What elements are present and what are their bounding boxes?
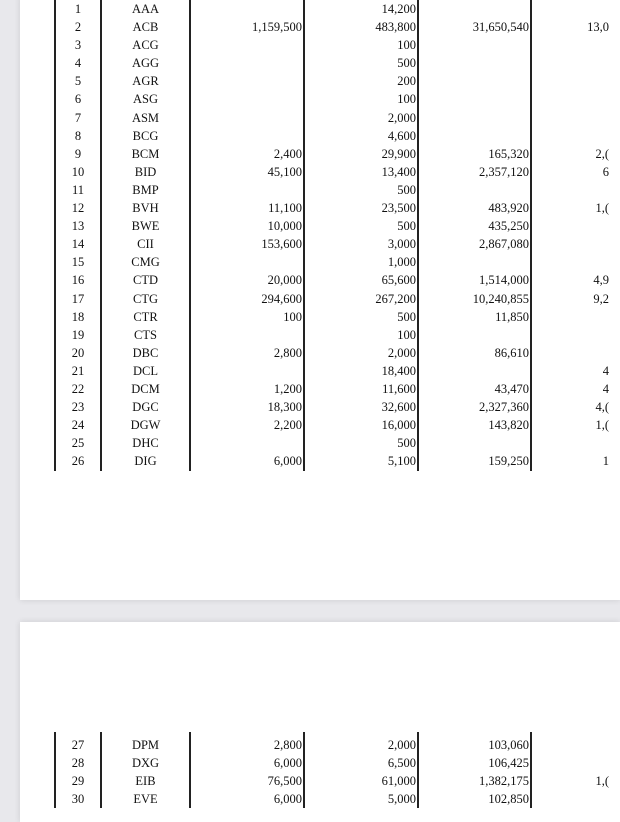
value-col-2: 267,200 [375,291,416,306]
value-col-1: 100 [283,309,302,324]
value-col-1 [190,54,304,72]
value-col-3: 483,920 [488,201,529,216]
value-col-2: 200 [397,74,416,89]
stock-code: EVE [133,792,158,807]
value-col-2: 1,000 [387,255,416,270]
row-number: 1 [74,2,82,16]
value-col-2: 4,600 [387,128,416,143]
value-col-4 [531,72,611,90]
stock-code: BCG [132,128,159,143]
column-divider [530,732,532,808]
value-col-3 [418,127,531,145]
value-col-3 [418,326,531,344]
value-col-3: 1,382,175 [479,774,529,789]
value-col-3: 31,650,540 [472,20,529,35]
value-col-1: 2,200 [273,418,302,433]
row-number: 29 [71,774,85,789]
value-col-4: 1,( [595,418,609,433]
row-number: 6 [74,92,82,107]
row-number: 27 [71,738,85,752]
row-number: 7 [74,110,82,125]
value-col-2: 29,900 [381,146,416,161]
value-col-2: 100 [397,92,416,107]
stock-code: DPM [131,738,160,752]
document-page-2 [20,622,620,822]
value-col-3 [418,434,531,452]
document-page-1 [20,0,620,600]
value-col-2: 3,000 [387,237,416,252]
value-col-1 [190,362,304,380]
value-col-2: 23,500 [381,201,416,216]
column-divider [303,0,305,471]
column-divider [303,732,305,808]
row-number: 9 [74,146,82,161]
value-col-4 [531,790,611,808]
value-col-2: 65,600 [381,273,416,288]
stock-code: BVH [132,201,159,216]
stock-code: AGG [131,56,160,71]
stock-code: BCM [131,146,160,161]
value-col-4 [531,0,611,18]
row-number: 8 [74,128,82,143]
value-col-1: 2,800 [273,345,302,360]
stock-code: DIG [134,454,157,469]
value-col-1 [190,253,304,271]
value-col-3 [418,90,531,108]
row-number: 21 [71,363,85,378]
value-col-3: 165,320 [488,146,529,161]
value-col-2: 2,000 [387,738,416,752]
value-col-2: 14,200 [381,2,416,16]
row-number: 20 [71,345,85,360]
value-col-3: 10,240,855 [472,291,529,306]
value-col-4 [531,181,611,199]
value-col-2: 18,400 [381,363,416,378]
value-col-1: 153,600 [261,237,302,252]
value-col-4: 1 [602,454,609,469]
value-col-4: 4,9 [593,273,609,288]
row-number: 13 [71,219,85,234]
value-col-3 [418,362,531,380]
row-number: 25 [71,436,85,451]
value-col-2: 32,600 [381,400,416,415]
value-col-3: 43,470 [494,381,529,396]
value-col-1: 6,000 [273,454,302,469]
value-col-2: 500 [397,219,416,234]
stock-code: AAA [131,2,160,16]
value-col-1 [190,72,304,90]
value-col-3 [418,54,531,72]
row-number: 30 [71,792,85,807]
value-col-2: 5,100 [387,454,416,469]
value-col-2: 11,600 [382,381,416,396]
value-col-1: 11,100 [268,201,302,216]
row-number: 3 [74,38,82,53]
value-col-4 [531,217,611,235]
value-col-4 [531,736,611,754]
stock-code: CTS [134,327,157,342]
row-number: 28 [71,756,85,771]
stock-code: CTR [133,309,158,324]
value-col-4: 4 [602,363,609,378]
value-col-1: 294,600 [261,291,302,306]
value-col-1: 20,000 [267,273,302,288]
stock-code: DGW [130,418,161,433]
stock-code: CII [137,237,154,252]
column-divider [54,732,56,808]
row-number: 23 [71,400,85,415]
row-number: 2 [74,20,82,35]
value-col-2: 100 [397,38,416,53]
row-number: 18 [71,309,85,324]
column-divider [417,0,419,471]
stock-code: DBC [132,345,159,360]
stock-code: ACB [132,20,159,35]
value-col-3: 435,250 [488,219,529,234]
value-col-3 [418,36,531,54]
value-col-4 [531,754,611,772]
column-divider [530,0,532,471]
value-col-4: 4 [602,381,609,396]
row-number: 26 [71,454,85,469]
value-col-3: 1,514,000 [479,273,529,288]
value-col-3 [418,72,531,90]
column-divider [100,732,102,808]
value-col-4: 1,( [595,774,609,789]
value-col-2: 2,000 [387,345,416,360]
value-col-2: 500 [397,56,416,71]
row-number: 10 [71,164,85,179]
value-col-3: 143,820 [488,418,529,433]
row-number: 11 [71,182,85,197]
row-number: 16 [71,273,85,288]
value-col-1: 6,000 [273,756,302,771]
value-col-2: 13,400 [381,164,416,179]
value-col-2: 2,000 [387,110,416,125]
value-col-1: 1,159,500 [252,20,302,35]
value-col-4: 1,( [595,201,609,216]
column-divider [54,0,56,471]
value-col-2: 100 [397,327,416,342]
value-col-4 [531,54,611,72]
value-col-1: 2,800 [273,738,302,752]
value-col-4 [531,235,611,253]
value-col-1 [190,326,304,344]
column-divider [417,732,419,808]
value-col-3: 159,250 [488,454,529,469]
value-col-2: 483,800 [375,20,416,35]
value-col-3: 11,850 [495,309,529,324]
value-col-1: 2,400 [273,146,302,161]
row-number: 12 [71,201,85,216]
column-divider [100,0,102,471]
value-col-4 [531,434,611,452]
value-col-1 [190,90,304,108]
value-col-2: 6,500 [387,756,416,771]
value-col-4: 2,( [595,146,609,161]
value-col-1 [190,434,304,452]
stock-code: CTD [133,273,158,288]
value-col-3: 102,850 [488,792,529,807]
value-col-2: 500 [397,182,416,197]
stock-code: BWE [131,219,160,234]
stock-code: CMG [131,255,160,270]
value-col-1 [190,36,304,54]
stock-code: BMP [132,182,159,197]
value-col-3 [418,0,531,18]
stock-code: ASM [131,110,160,125]
stock-code: EIB [135,774,156,789]
row-number: 14 [71,237,85,252]
value-col-4 [531,326,611,344]
value-col-4: 13,0 [587,20,609,35]
row-number: 24 [71,418,85,433]
value-col-1: 10,000 [267,219,302,234]
stock-code: ASG [132,92,158,107]
value-col-3: 2,867,080 [479,237,529,252]
value-col-4: 4,( [595,400,609,415]
value-col-3 [418,253,531,271]
value-col-3 [418,109,531,127]
value-col-1 [190,0,304,18]
value-col-4: 9,2 [593,291,609,306]
row-number: 19 [71,327,85,342]
stock-code: DCL [133,363,158,378]
value-col-1: 45,100 [267,164,302,179]
value-col-4 [531,344,611,362]
column-divider [189,0,191,471]
stock-code: DHC [132,436,159,451]
value-col-4 [531,308,611,326]
value-col-3: 2,357,120 [479,164,529,179]
value-col-1 [190,127,304,145]
value-col-2: 500 [397,309,416,324]
value-col-4 [531,90,611,108]
value-col-2: 500 [397,436,416,451]
row-number: 22 [71,381,85,396]
value-col-2: 5,000 [387,792,416,807]
value-col-3: 86,610 [494,345,529,360]
value-col-4 [531,36,611,54]
value-col-1 [190,109,304,127]
row-number: 17 [71,291,85,306]
stock-code: DGC [132,400,159,415]
value-col-1: 76,500 [267,774,302,789]
value-col-1: 18,300 [267,400,302,415]
row-number: 15 [71,255,85,270]
value-col-1: 6,000 [273,792,302,807]
stock-code: CTG [133,291,158,306]
row-number: 5 [74,74,82,89]
stock-code: AGR [132,74,159,89]
column-divider [189,732,191,808]
stock-code: ACG [132,38,159,53]
stock-code: DCM [131,381,160,396]
value-col-1 [190,181,304,199]
stock-code: DXG [131,756,160,771]
stock-code: BID [134,164,157,179]
value-col-1: 1,200 [273,381,302,396]
value-col-2: 61,000 [381,774,416,789]
value-col-3 [418,181,531,199]
value-col-3: 2,327,360 [479,400,529,415]
value-col-3: 106,425 [488,756,529,771]
row-number: 4 [74,56,82,71]
value-col-4 [531,253,611,271]
value-col-3: 103,060 [488,738,529,752]
value-col-4 [531,109,611,127]
value-col-2: 16,000 [381,418,416,433]
value-col-4: 6 [602,164,609,179]
value-col-4 [531,127,611,145]
